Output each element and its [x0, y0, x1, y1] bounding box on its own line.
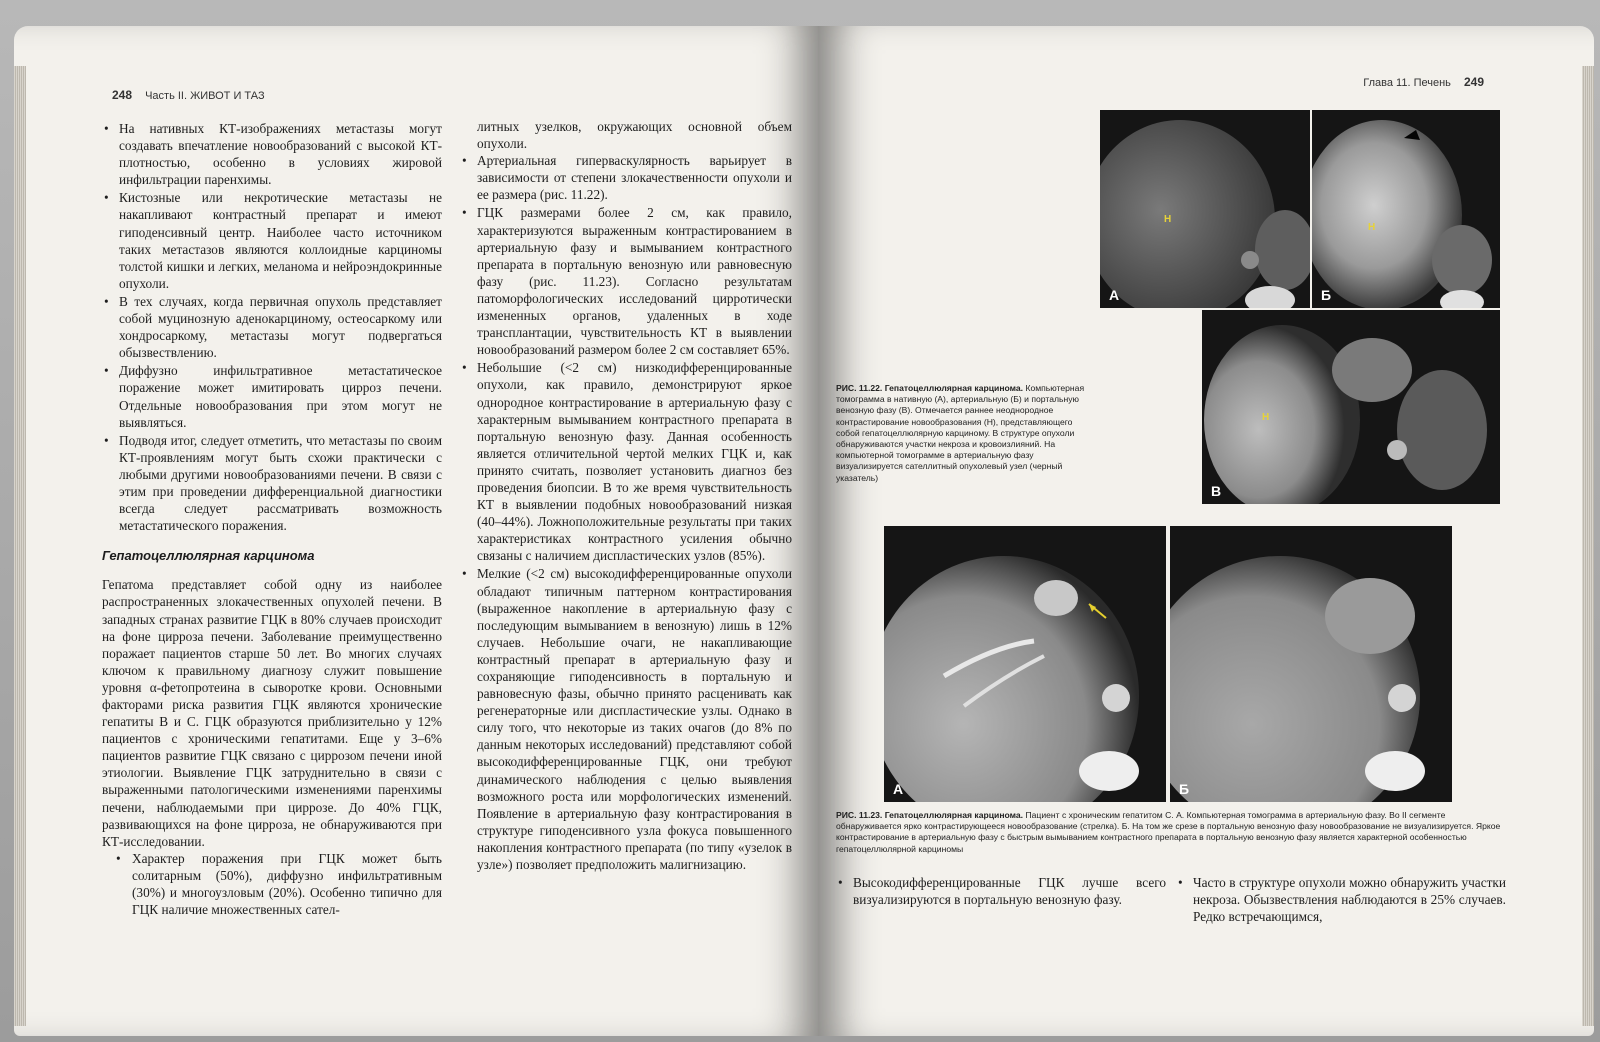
list-item: • Подводя итог, следует отметить, что метастазы по своим КТ-проявлениям могут быть схожи практически с любыми другими новообразованиями печени. В связи с этим при проведении дифференциальной диагностики всегда следует рассматривать возможность метастатического поражения.	[102, 432, 442, 535]
list-item: • Часто в структуре опухоли можно обнаружить участки некроза. Обызвествления наблюдаются в 25% случаев. Редко встречающимся,	[1176, 874, 1506, 925]
ct-scan-image-a	[1100, 110, 1310, 308]
ct-scan-graphic	[1100, 110, 1310, 308]
section-title: Гепатоцеллюлярная карцинома	[102, 548, 315, 564]
list-item: • На нативных КТ-изображениях метастазы могут создавать впечатление новообразований с высокой КТ-плотностью, особенно в условиях жировой инфильтрации паренхимы.	[102, 120, 442, 188]
list-item: • Кистозные или некротические метастазы не накапливают контрастный препарат и имеют гиподенсивный центр. Наиболее часто источником таких метастазов являются коллоидные карциномы толстой кишки и легких, меланома и нейроэндокринные опухоли.	[102, 189, 442, 292]
figure-label: Б	[1321, 287, 1332, 303]
ct-scan-graphic	[1202, 310, 1500, 504]
caption-title: РИС. 11.23. Гепатоцеллюлярная карцинома.	[836, 810, 1024, 820]
right-page-number: 249	[1463, 75, 1484, 89]
left-running-head	[102, 88, 265, 102]
figure-11-23-caption	[836, 810, 1506, 855]
metastases-bullet-list	[102, 120, 442, 534]
tumor-marker: Н	[1164, 214, 1172, 225]
right-header-title: Глава 11. Печень	[1363, 77, 1451, 89]
caption-text: Пациент с хроническим гепатитом С. А. Компьютерная томограмма в артериальную фазу. Во II сегменте обнаруживается ярко контрастирующееся новообразование (стрелка). Б. На том же срезе в портальную венозную фазу новообразование не визуализируется. Яркое контрастирование в артериальную фазу с быстрым вымыванием контрастного препарата в портальную венозную фазу является характерной особенностью гепатоцеллюлярной карциномы	[836, 810, 1501, 854]
list-item: • Характер поражения при ГЦК может быть солитарным (50%), диффузно инфильтративным (30%) и многоузловым (20%). Особенно типично для ГЦК наличие множественных сател-	[102, 850, 442, 918]
list-item: • В тех случаях, когда первичная опухоль представляет собой муцинозную аденокарциному, остеосаркому или хондросаркому, метастазы могут подвергаться обызвествлению.	[102, 293, 442, 361]
sub-bullet-list	[102, 850, 442, 918]
tumor-marker: Н	[1368, 222, 1376, 233]
body-paragraph: Гепатома представляет собой одну из наиболее распространенных злокачественных опухолей печени. В западных странах развитие ГЦК в 80% случаев происходит на фоне цирроза печени. Заболевание преимущественно поражает пациентов старше 50 лет. Во многих случаях ключом к правильному диагнозу служит повышение уровня α-фетопротеина в сыворотке крови. Основными факторами риска развития ГЦК являются хронические гепатиты В и С. ГЦК образуются приблизительно у 12% пациентов с хроническими гепатитами. Еще у 3–6% пациентов развитие ГЦК связано с циррозом печени иной этиологии. Выявление ГЦК затруднительно в связи с выраженными патологическими изменениями паренхимы печени, наблюдаемыми при циррозе. До 40% ГЦК, развивающихся на фоне цирроза, не обнаруживаются при КТ-исследовании.	[102, 577, 442, 849]
caption-text: Компьютерная томограмма в нативную (А), артериальную (Б) и портальную венозную фазу (В). Отмечается раннее неоднородное контрастирование новообразования (Н), представляющего собой гепатоцеллюлярную карциному. В структуре опухоли обнаруживаются участки некроза и кровоизлияний. На компьютерной томограмме в артериальную фазу визуализируется сателлитный опухолевый узел (черный указатель)	[836, 383, 1085, 483]
list-item: • Мелкие (<2 см) высокодифференцированные опухоли обладают типичным паттерном контрастирования (выраженное накопление в артериальную фазу с последующим вымыванием в венозную) лишь в 12% случаев. Небольшие очаги, не накапливающие контрастный препарат в артериальную фазу и сохраняющие гиподенсивность в портальную и равновесную фазы, обычно принято расценивать как регенераторные или диспластические узлы. Однако в силу того, что некоторые из таких очагов (до 8% по данным некоторых исследований) представляют собой высокодифференцированные ГЦК, они требуют динамического наблюдения с целью выявления возможного роста или морфологических изменений. Появление в артериальную фазу контрастирования в структуре гиподенсивного узла фокуса повышенного накопления контрастного препарата (по типу «узелок в узле») позволяет предположить малигнизацию.	[460, 565, 792, 873]
right-column-2	[1176, 874, 1506, 926]
left-column-2	[460, 118, 792, 874]
page-edge	[14, 66, 26, 1026]
figure-label: Б	[1179, 781, 1190, 797]
bullet-list	[1176, 874, 1506, 925]
figure-label: А	[893, 781, 904, 797]
figure-label: А	[1109, 287, 1120, 303]
left-header-title: Часть II. ЖИВОТ И ТАЗ	[145, 90, 265, 102]
ct-scan-image-b	[1312, 110, 1500, 308]
list-item: • Диффузно инфильтративное метастатическое поражение может имитировать цирроз печени. Отдельные новообразования при этом могут не выявляться.	[102, 362, 442, 430]
left-page-number: 248	[112, 88, 133, 102]
list-item: • Артериальная гиперваскулярность варьирует в зависимости от степени злокачественности опухоли и ее размера (рис. 11.22).	[460, 152, 792, 203]
list-item: • Высокодифференцированные ГЦК лучше всего визуализируются в портальную венозную фазу.	[836, 874, 1166, 908]
figure-11-22-caption	[836, 383, 1092, 484]
ct-scan-graphic	[1170, 526, 1452, 802]
page-edge	[1582, 66, 1594, 1026]
right-column-1	[836, 874, 1166, 909]
right-running-head	[1363, 75, 1494, 89]
list-item: • Небольшие (<2 см) низкодифференцированные опухоли, как правило, демонстрируют яркое однородное контрастирование в артериальную фазу с характерным вымыванием контрастного препарата в портальную венозную фазу. Данная особенность является отличительной чертой мелких ГЦК и, как принято считать, позволяет установить диагноз без проведения биопсии. В то же время чувствительность КТ в выявлении подобных новообразований низкая (40–44%). Ложноположительные результаты при таких характеристиках контрастного усиления обычно связаны с наличием диспластических узлов (85%).	[460, 359, 792, 564]
tumor-marker: Н	[1262, 412, 1270, 423]
figure-label: В	[1211, 483, 1222, 499]
ct-scan-graphic	[884, 526, 1166, 802]
right-page	[818, 26, 1594, 1036]
hcc-bullet-list	[460, 152, 792, 873]
left-column-1	[102, 120, 442, 919]
continued-paragraph: литных узелков, окружающих основной объем опухоли.	[477, 119, 792, 152]
ct-scan-image-c	[1202, 310, 1500, 504]
caption-title: РИС. 11.22. Гепатоцеллюлярная карцинома.	[836, 383, 1024, 393]
ct-scan-image-a	[884, 526, 1166, 802]
left-page	[14, 26, 818, 1036]
list-item: • ГЦК размерами более 2 см, как правило, характеризуются выраженным контрастированием в артериальную фазу и вымыванием контрастного препарата в портальную венозную или равновесную фазу (рис. 11.23). Согласно результатам патоморфологических исследований цирротически измененных органов, удаленных в ходе трансплантации, чувствительность КТ в выявлении новообразований размером более 2 см составляет 65%.	[460, 204, 792, 358]
ct-scan-graphic	[1312, 110, 1500, 308]
ct-scan-image-b	[1170, 526, 1452, 802]
bullet-list	[836, 874, 1166, 908]
